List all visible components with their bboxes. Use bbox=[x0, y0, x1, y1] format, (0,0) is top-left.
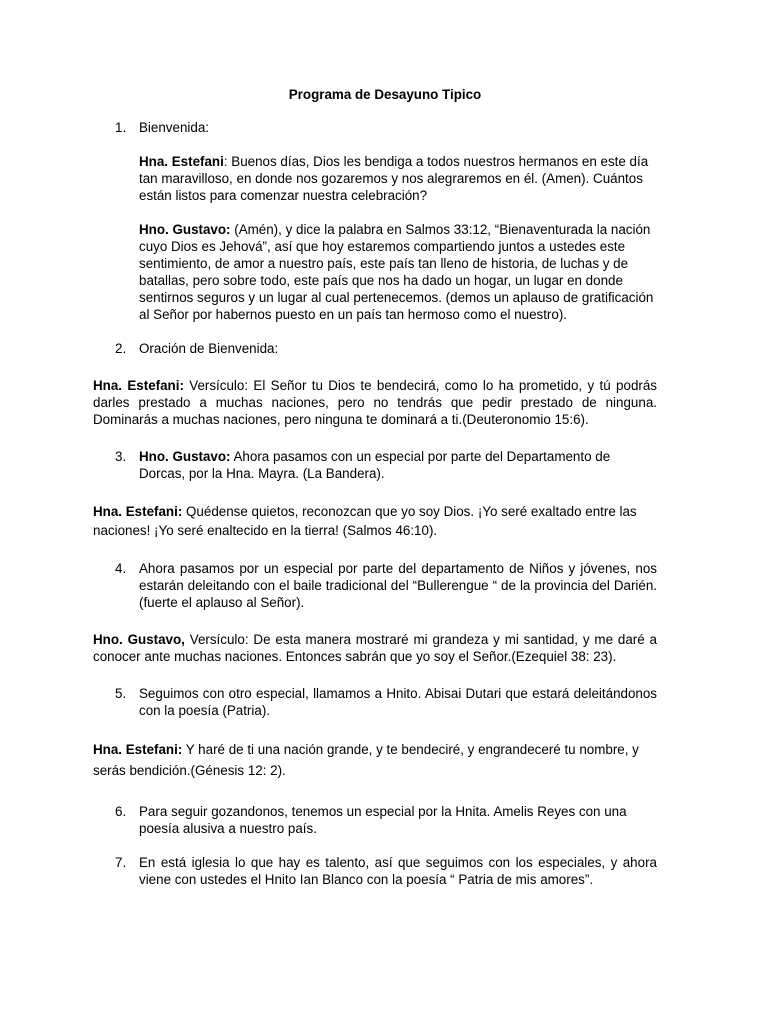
dialogue-text: (Amén), y dice la palabra en Salmos 33:12, “Bienaventurada la nación cuyo Dios es Jehová”, así que hoy estaremos compartiendo juntos a ustedes este sentimiento, de amor a nuestro país, este país tan lleno de historia, de luchas y de batallas, pero sobre todo, este país que nos ha dado un hogar, un lugar en donde sentirnos seguros y un lugar al cual pertenecemos. (demos un aplauso de gratificación al Señor por habernos puesto en un país tan hermoso como el nuestro). bbox=[139, 222, 654, 322]
list-item-1-paragraph-2 bbox=[93, 221, 657, 323]
item-text: En está iglesia lo que hay es talento, así que seguimos con los especiales, y ahora viene con ustedes el Hnito Ian Blanco con la poesía “ Patria de mis amores”. bbox=[139, 855, 657, 887]
item-label: Bienvenida: bbox=[139, 120, 209, 135]
list-number: 3. bbox=[115, 449, 127, 464]
speaker-name: Hno. Gustavo, bbox=[93, 632, 185, 647]
list-item-3 bbox=[93, 448, 657, 482]
list-number: 4. bbox=[115, 561, 127, 576]
speaker-name: Hna. Estefani: bbox=[93, 742, 183, 757]
verse-block-2 bbox=[93, 502, 657, 540]
speaker-name: Hna. Estefani bbox=[139, 154, 224, 169]
item-text: Para seguir gozandonos, tenemos un especial por la Hnita. Amelis Reyes con una poesía alusiva a nuestro país. bbox=[139, 804, 627, 836]
list-number: 6. bbox=[115, 804, 127, 819]
verse-text: Quédense quietos, reconozcan que yo soy Dios. ¡Yo seré exaltado entre las naciones! ¡Yo seré enaltecido en la tierra! (Salmos 46:10). bbox=[93, 504, 637, 538]
list-item-6 bbox=[93, 803, 657, 837]
document-title: Programa de Desayuno Tipico bbox=[288, 87, 482, 102]
list-item-1 bbox=[93, 119, 657, 136]
list-item-7 bbox=[93, 854, 657, 888]
item-text: Ahora pasamos por un especial por parte del departamento de Niños y jóvenes, nos estarán deleitando con el baile tradicional del “Bullerengue “ de la provincia del Darién. (fuerte el aplauso al Señor). bbox=[139, 561, 657, 610]
list-number: 1. bbox=[115, 120, 127, 135]
speaker-name: Hno. Gustavo: bbox=[139, 449, 231, 464]
dialogue-paragraph bbox=[139, 153, 657, 204]
list-item-4 bbox=[93, 560, 657, 611]
verse-block-4 bbox=[93, 739, 657, 781]
speaker-name: Hna. Estefani: bbox=[93, 504, 183, 519]
verse-block-3 bbox=[93, 631, 657, 665]
verse-text: Y haré de ti una nación grande, y te bendeciré, y engrandeceré tu nombre, y serás bendición.(Génesis 12: 2). bbox=[93, 742, 639, 778]
speaker-name: Hno. Gustavo: bbox=[139, 222, 231, 237]
speaker-name: Hna. Estefani: bbox=[93, 378, 184, 393]
list-number: 5. bbox=[115, 686, 127, 701]
item-text: Hno. Gustavo: Ahora pasamos con un especial por parte del Departamento de Dorcas, por la Hna. Mayra. (La Bandera). bbox=[139, 449, 611, 481]
list-item-1-paragraph-1 bbox=[93, 153, 657, 204]
list-item-5 bbox=[93, 685, 657, 719]
list-number: 2. bbox=[115, 341, 127, 356]
list-item-2 bbox=[93, 340, 657, 357]
verse-block-1 bbox=[93, 377, 657, 428]
list-number: 7. bbox=[115, 855, 127, 870]
item-text: Seguimos con otro especial, llamamos a Hnito. Abisai Dutari que estará deleitándonos con la poesía (Patria). bbox=[139, 686, 657, 718]
item-label: Oración de Bienvenida: bbox=[139, 341, 279, 356]
document-page bbox=[93, 86, 657, 888]
dialogue-paragraph bbox=[139, 221, 657, 323]
verse-text: Versículo: El Señor tu Dios te bendecirá, como lo ha prometido, y tú podrás darles prestado a muchas naciones, pero no tendrás que pedir prestado de ninguna. Dominarás a muchas naciones, pero ninguna te dominará a ti.(Deuteronomio 15:6). bbox=[93, 378, 657, 427]
verse-text: Versículo: De esta manera mostraré mi grandeza y mi santidad, y me daré a conocer ante muchas naciones. Entonces sabrán que yo soy el Señor.(Ezequiel 38: 23). bbox=[93, 632, 657, 664]
dialogue-text: : Buenos días, Dios les bendiga a todos nuestros hermanos en este día tan maravilloso, en donde nos gozaremos y nos alegraremos en él. (Amen). Cuántos están listos para comenzar nuestra celebración? bbox=[139, 154, 649, 203]
